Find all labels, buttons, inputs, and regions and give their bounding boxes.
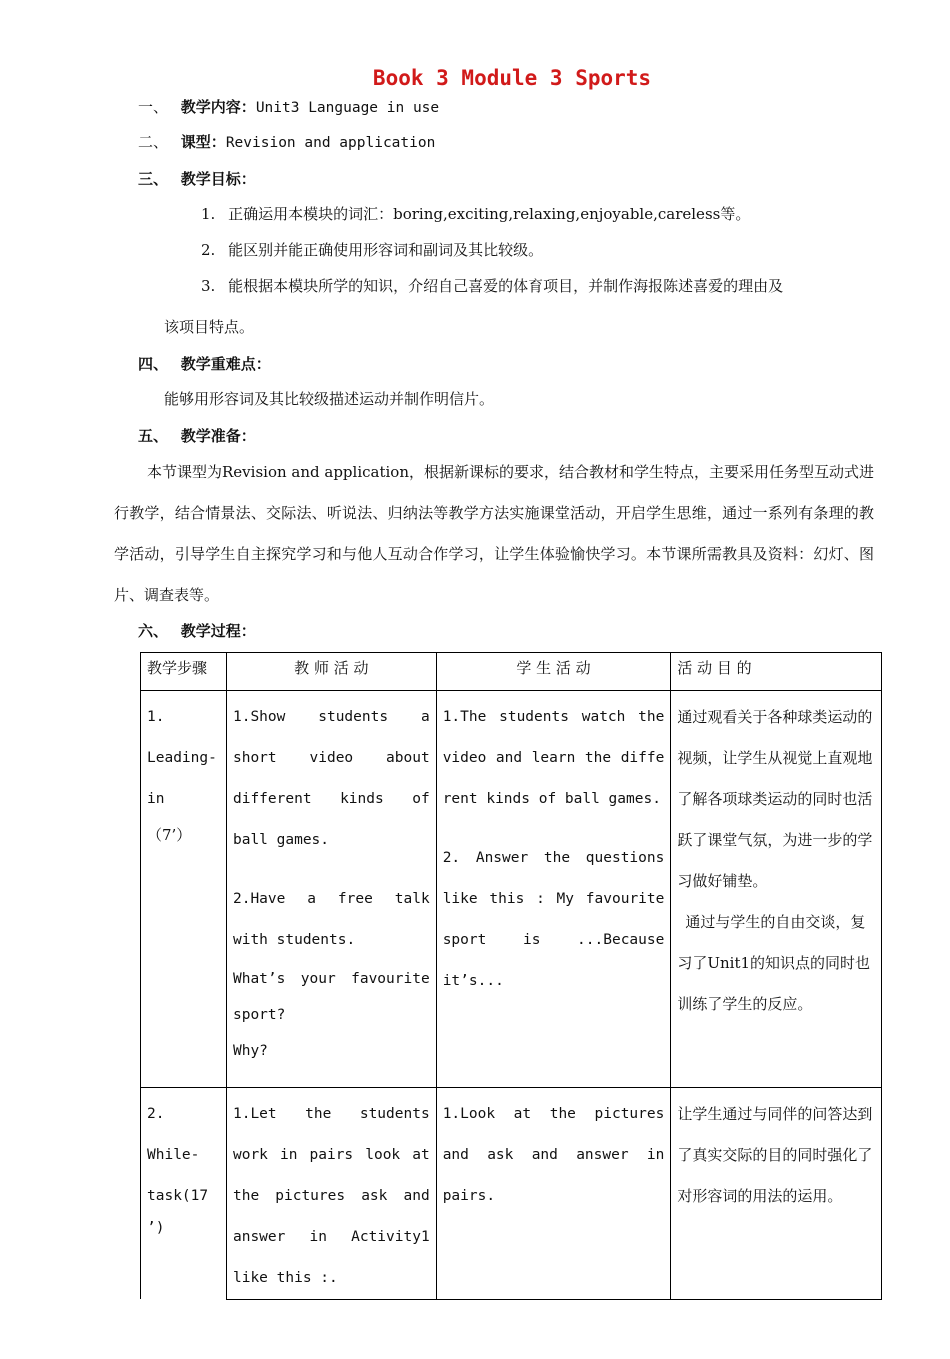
preparation-paragraph: 本节课型为Revision and application，根据新课标的要求，结合教材和学生特点，主要采用任务型互动式进行教学，结合情景法、交际法、听说法、归纳法等教学方法实施课堂活动，开启学生思维，通过一系列有条理的教学活动，引导学生自主探究学习和与他人互动合作学习，让学生体验愉快学习。本节课所需教具及资料：幻灯、图片、调查表等。 — [114, 463, 874, 604]
teacher-activity: 1.Show students a short video about different kinds of ball games. — [232, 709, 430, 848]
header-student: 学 生 活 动 — [436, 653, 671, 691]
student-activity: 2. Answer the questions like this : My favourite sport is ...Because it’s... — [442, 850, 665, 989]
teacher-question: Why? — [232, 1043, 268, 1059]
step-cell — [141, 1088, 227, 1308]
purpose-cell — [671, 691, 882, 1088]
step-line: （7’） — [147, 826, 192, 844]
objective-item — [201, 275, 783, 296]
section-number: 四、 — [138, 355, 169, 373]
objective-item — [201, 239, 543, 260]
student-activity: 1.The students watch the video and learn the different kinds of ball games. — [442, 709, 665, 807]
section-objectives — [138, 168, 256, 189]
section-label: 课型： — [180, 133, 226, 151]
student-cell — [436, 691, 671, 1088]
section-number: 六、 — [138, 622, 169, 640]
step-line: Leading- — [147, 750, 217, 766]
objective-number: 2. — [201, 241, 216, 259]
purpose-cell — [671, 1088, 882, 1308]
section-number: 二、 — [138, 133, 169, 151]
page-bottom-mask — [0, 1299, 950, 1359]
teacher-cell — [226, 691, 436, 1088]
step-line: While- — [147, 1147, 200, 1163]
section-key-points — [138, 353, 271, 374]
section-number: 五、 — [138, 427, 169, 445]
objective-number: 3. — [201, 277, 216, 295]
teacher-activity: 1.Let the students work in pairs look at the pictures ask and answer in Activity1 like this :. — [232, 1106, 430, 1286]
header-teacher: 教 师 活 动 — [226, 653, 436, 691]
purpose-text: 让学生通过与同伴的问答达到了真实交际的目的同时强化了对形容词的用法的运用。 — [677, 1105, 873, 1205]
objective-item — [201, 203, 750, 224]
process-table — [140, 652, 882, 1308]
section-text: Unit3 Language in use — [255, 100, 440, 116]
student-cell — [436, 1088, 671, 1308]
document-title: Book 3 Module 3 Sports — [372, 66, 652, 90]
teacher-activity: 2.Have a free talk with students. — [232, 891, 430, 948]
section-content — [138, 96, 439, 117]
header-purpose: 活 动 目 的 — [671, 653, 882, 691]
objective-continuation: 该项目特点。 — [164, 318, 255, 336]
table-bottom-border — [226, 1299, 882, 1300]
step-line: task(17 — [147, 1188, 209, 1204]
step-line: 1. — [147, 709, 165, 725]
step-line: 2. — [147, 1106, 165, 1122]
section-preparation — [138, 425, 256, 446]
section-lesson-type — [138, 131, 435, 152]
table-row — [141, 1088, 882, 1308]
teacher-cell — [226, 1088, 436, 1308]
step-cell — [141, 691, 227, 1088]
section-label: 教学内容： — [180, 98, 256, 116]
key-points-text: 能够用形容词及其比较级描述运动并制作明信片。 — [164, 390, 495, 408]
section-process — [138, 620, 256, 641]
section-text: Revision and application — [225, 135, 436, 151]
step-line: ’) — [147, 1220, 165, 1236]
purpose-text: 通过与学生的自由交谈，复习了Unit1的知识点的同时也训练了学生的反应。 — [677, 913, 871, 1013]
teacher-question: What’s your favourite — [232, 971, 430, 987]
objective-text: 能区别并能正确使用形容词和副词及其比较级。 — [228, 241, 544, 259]
objective-number: 1. — [201, 205, 216, 223]
section-label: 教学目标： — [180, 170, 256, 188]
section-number: 一、 — [138, 98, 169, 116]
objective-text: 正确运用本模块的词汇：boring,exciting,relaxing,enjoyable,careless等。 — [228, 205, 751, 223]
section-number: 三、 — [138, 170, 169, 188]
section-label: 教学准备： — [180, 427, 256, 445]
purpose-text: 通过观看关于各种球类运动的视频，让学生从视觉上直观地了解各项球类运动的同时也活跃了课堂气氛，为进一步的学习做好铺垫。 — [677, 708, 873, 890]
header-step: 教学步骤 — [141, 653, 227, 691]
step-line: in — [147, 791, 165, 807]
table-header-row — [141, 653, 882, 691]
objective-text: 能根据本模块所学的知识，介绍自己喜爱的体育项目，并制作海报陈述喜爱的理由及 — [228, 277, 784, 295]
section-label: 教学重难点： — [180, 355, 271, 373]
teacher-question: sport? — [232, 1007, 286, 1023]
table-row — [141, 691, 882, 1088]
student-activity: 1.Look at the pictures and ask and answer in pairs. — [442, 1106, 665, 1204]
section-label: 教学过程： — [180, 622, 256, 640]
